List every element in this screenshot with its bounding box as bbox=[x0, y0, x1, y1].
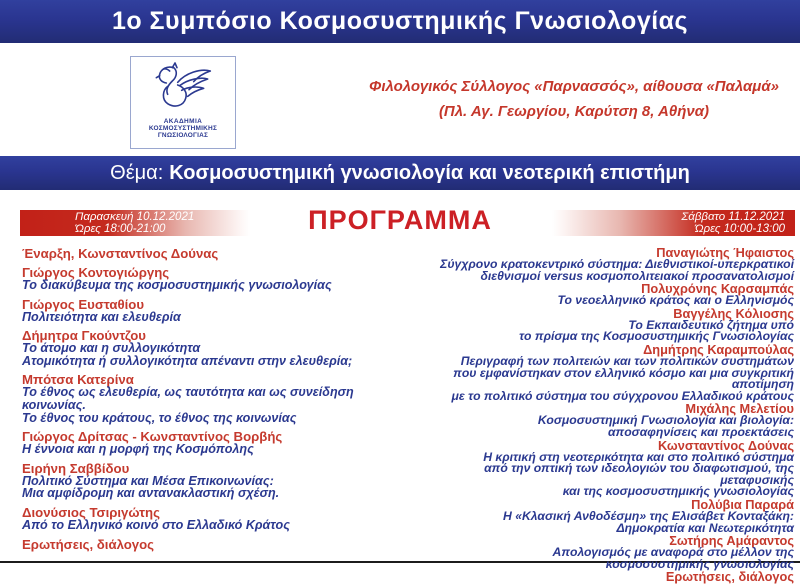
program-item bbox=[416, 403, 794, 438]
program-item bbox=[416, 305, 794, 344]
session-1-program bbox=[22, 247, 400, 561]
session-2-day: Σάββατο 11.12.2021 bbox=[681, 211, 785, 223]
speaker-name: Σωτήρης Αμάραντος bbox=[669, 533, 794, 549]
topic-line: Η έννοια και η μορφή της Κοσμόπολης bbox=[22, 442, 254, 457]
speaker-name: Δημήτρης Καραμπούλας bbox=[643, 341, 794, 357]
speaker-name: Παναγιώτης Ήφαιστος bbox=[656, 245, 794, 260]
program-item bbox=[416, 341, 794, 403]
venue-line2: (Πλ. Αγ. Γεωργίου, Καρύτση 8, Αθήνα) bbox=[438, 103, 710, 120]
speaker-name: Έναρξη, Κωνσταντίνος Δούνας bbox=[22, 246, 219, 261]
topic-line: που εμφανίστηκαν στον ελληνικό κόσμο και μια συγκριτική αποτίμηση bbox=[453, 365, 794, 392]
symposium-title: 1ο Συμπόσιο Κοσμοσυστημικής Γνωσιολογίας bbox=[111, 7, 689, 35]
topic-line: Απολογισμός με αναφορά στο μέλλον της bbox=[552, 545, 794, 560]
topic-line: και της κοσμοσυστημικής γνωσιολογίας bbox=[562, 484, 794, 499]
topic-line: το πρίσμα της Κοσμοσυστημικής Γνωσιολογίας bbox=[519, 329, 794, 344]
program-item bbox=[22, 373, 400, 424]
topic-line: Κοσμοσυστημική Γνωσιολογία και βιολογία: bbox=[537, 413, 794, 428]
speaker-name: Γιώργος Κοντογιώργης bbox=[22, 265, 170, 280]
program-item bbox=[22, 329, 400, 367]
program-header bbox=[0, 205, 800, 243]
topic-line: Από το Ελληνικό κοινό στο Ελλαδικό Κράτος bbox=[22, 517, 290, 532]
topic-line: αποσαφηνίσεις και προεκτάσεις bbox=[607, 424, 794, 439]
topic-line: Το νεοελληνικό κράτος και ο Ελληνισμός bbox=[557, 293, 794, 308]
topic-line: Πολιτικό Σύστημα και Μέσα Επικοινωνίας: bbox=[22, 473, 274, 488]
speaker-name: Πολυχρόνης Καρσαμπάς bbox=[641, 281, 794, 297]
program-item bbox=[416, 283, 794, 307]
topic-line: Ατομικότητα ή συλλογικότητα απέναντι στην ελευθερία; bbox=[22, 353, 353, 368]
speaker-name: Κωνσταντίνος Δούνας bbox=[657, 437, 794, 453]
topic-line: Το έθνος ως ελευθερία, ως ταυτότητα και ως συνείδηση κοινωνίας. bbox=[22, 385, 354, 412]
topic-line: διεθνισμοί versus κοσμοπολιτειακοί προσανατολισμοί bbox=[480, 268, 794, 283]
session-1-hours: Ώρες 18:00-21:00 bbox=[75, 223, 166, 235]
speaker-name: Ειρήνη Σαββίδου bbox=[22, 460, 130, 476]
speaker-name: Βαγγέλης Κόλιοσης bbox=[673, 305, 794, 321]
topic-line: Δημοκρατία και Νεωτερικότητα bbox=[616, 520, 794, 535]
theme-bar bbox=[0, 156, 800, 190]
topic-line: από την οπτική των ιδεολογιών του διαφωτισμού, της μεταφυσικής bbox=[484, 461, 794, 487]
speaker-name: Μπότσα Κατερίνα bbox=[22, 372, 134, 388]
topic-line: Το διακύβευμα της κοσμοσυστημικής γνωσιολογίας bbox=[22, 278, 332, 292]
program-item bbox=[22, 430, 400, 456]
speaker-name: Γιώργος Ευσταθίου bbox=[22, 296, 145, 312]
academy-logo bbox=[130, 56, 236, 149]
topic-line: Μια αμφίδρομη και αντανακλαστική σχέση. bbox=[22, 486, 280, 501]
speaker-name: Ερωτήσεις, διάλογος bbox=[665, 569, 794, 584]
speaker-name: Διονύσιος Τσιριγώτης bbox=[22, 504, 160, 520]
topic-line: Πολιτειότητα και ελευθερία bbox=[22, 309, 181, 324]
speaker-name: Ερωτήσεις, διάλογος bbox=[22, 536, 155, 552]
program-item bbox=[416, 571, 794, 583]
speaker-name: Γιώργος Δρίτσας - Κωνσταντίνος Βορβής bbox=[22, 429, 283, 445]
program-item bbox=[22, 462, 400, 500]
venue-info bbox=[352, 74, 796, 124]
theme-text: Κοσμοσυστημική γνωσιολογία και νεοτερική επιστήμη bbox=[169, 161, 690, 184]
speaker-name: Πολύβια Παραρά bbox=[691, 496, 794, 512]
program-item bbox=[22, 506, 400, 532]
venue-line1: Φιλολογικός Σύλλογος «Παρνασσός», αίθουσα «Παλαμά» bbox=[369, 78, 779, 95]
program-item bbox=[416, 496, 794, 535]
program-item bbox=[22, 298, 400, 324]
topic-line: Το Εκπαιδευτικό ζήτημα υπό bbox=[628, 317, 794, 332]
program-item bbox=[22, 247, 400, 260]
program-columns bbox=[22, 245, 794, 584]
session-2-datebar bbox=[552, 210, 795, 236]
speaker-name: Μιχάλης Μελετίου bbox=[685, 401, 794, 417]
program-title: ΠΡΟΓΡΑΜΜΑ bbox=[308, 205, 492, 235]
topic-line: Η κριτική στη νεοτερικότητα και στο πολιτικό σύστημα bbox=[483, 449, 794, 464]
title-bar bbox=[0, 0, 800, 43]
session-2-hours: Ώρες 10:00-13:00 bbox=[694, 223, 785, 235]
program-item bbox=[416, 437, 794, 499]
pegasus-icon bbox=[131, 61, 235, 117]
topic-line: κοσμοσυστημικής γνωσιολογίας bbox=[605, 556, 794, 571]
program-item bbox=[416, 247, 794, 282]
topic-line: με το πολιτικό σύστημα του σύγχρονου Ελλαδικού κράτους bbox=[451, 388, 794, 403]
program-item bbox=[22, 538, 400, 551]
program-item bbox=[416, 535, 794, 570]
session-1-day: Παρασκευή 10.12.2021 bbox=[75, 211, 195, 223]
program-item bbox=[22, 266, 400, 292]
topic-line: Σύγχρονο κρατοκεντρικό σύστημα: Διεθνιστικοί-υπερκρατικοί bbox=[440, 257, 794, 271]
academy-name-line1: ΑΚΑΔΗΜΙΑ bbox=[163, 118, 203, 125]
theme-prefix: Θέμα: bbox=[110, 161, 164, 184]
session-2-program bbox=[416, 245, 794, 584]
speaker-name: Δήμητρα Γκούντζου bbox=[22, 328, 146, 344]
topic-line: Περιγραφή των πολιτειών και των πολιτικών συστημάτων bbox=[460, 353, 794, 368]
topic-line: Το έθνος του κράτους, το έθνος της κοινωνίας bbox=[22, 410, 297, 425]
academy-name-line2: ΚΟΣΜΟΣΥΣΤΗΜΙΚΗΣ ΓΝΩΣΙΟΛΟΓΙΑΣ bbox=[148, 125, 218, 139]
topic-line: Το άτομο και η συλλογικότητα bbox=[22, 341, 201, 356]
topic-line: Η «Κλασική Ανθοδέσμη» της Ελισάβετ Κονταξάκη: bbox=[503, 508, 794, 523]
